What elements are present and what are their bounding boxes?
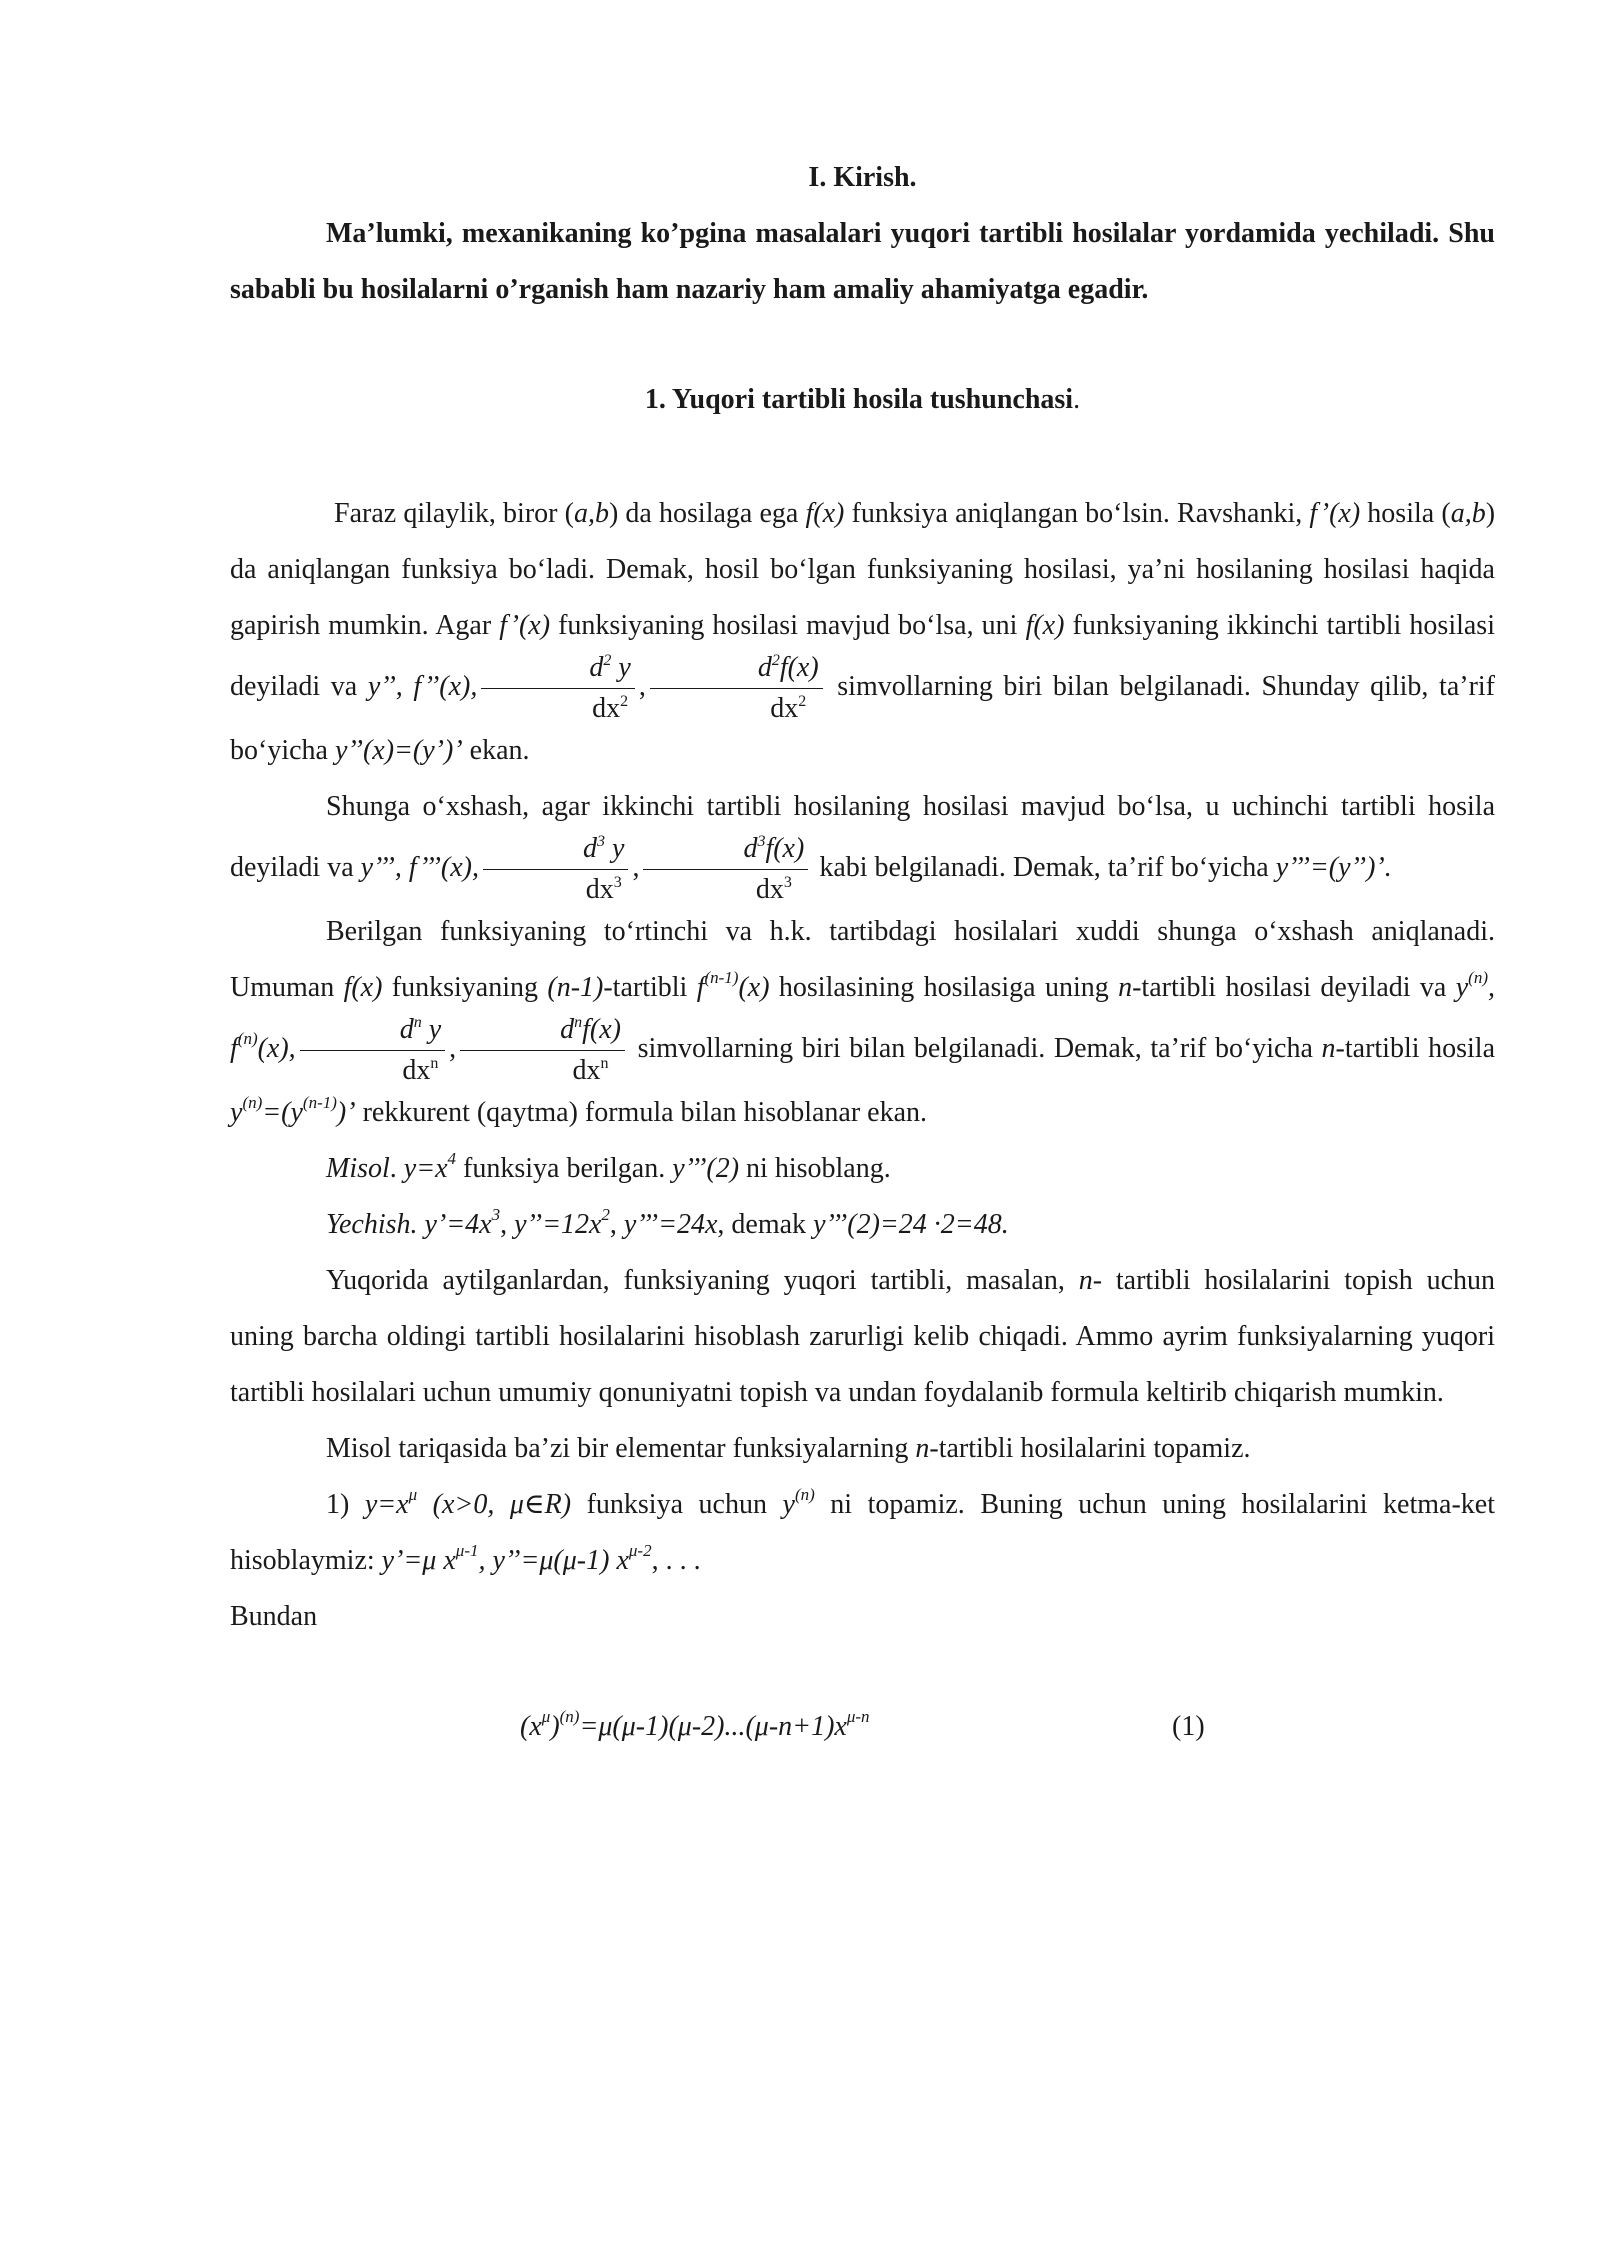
paragraph-definition-second: Faraz qilaylik, biror (a,b) da hosilaga ega f(x) funksiya aniqlangan bo‘lsin. Ravshanki, f’(x) hosila (a,b) da aniqlangan funksiya bo‘ladi. Demak, hosil bo‘lgan funksiyaning hosilasi, ya’ni hosilaning hosilasi haqida gapirish mumkin. Agar f’(x) funksiyaning hosilasi mavjud bo‘lsa, uni f(x) funksiyaning ikkinchi tartibli hosilasi deyiladi va y’’, f’’(x), $\frac{d^2 y}{dx^2}$ , $\frac{d^2f(x)}{dx^2}$ simvollarning biri bilan belgilanadi. Shunday qilib, ta’rif bo‘yicha y’’(x)=(y’)’ ekan. (230, 498, 1496, 766)
fraction-d2f-dx2: $\frac{d^2f(x)}{dx^2}$ (650, 654, 823, 723)
paragraph-definition-nth: Berilgan funksiyaning to‘rtinchi va h.k. tartibdagi hosilalari xuddi shunga o‘xshash aniqlanadi. Umuman f(x) funksiyaning (n-1)-tartibli $f^{(n-1)}(x)$ hosilasining hosilasiga uning n-tartibli hosilasi deyiladi va $y^{(n)}$, $f^{(n)}(x)$, $\frac{d^n y}{dx^n}$ , $\frac{d^nf(x)}{dx^n}$ simvollarning biri bilan belgilanadi. Demak, ta’rif bo‘yicha n-tartibli hosila $y^{(n)}=(y^{(n-1)})$’ rekkurent (qaytma) formula bilan hisoblanar ekan. (230, 916, 1496, 1128)
example-paragraph: Misol. $y=x^4$ funksiya berilgan. y’’’(2) ni hisoblang. (326, 1149, 891, 1184)
list-item-power-function: 1) $y=x^\mu$ (x>0, μ∈R) funksiya uchun $y^{(n)}$ ni topamiz. Buning uchun uning hosilalarini ketma-ket hisoblaymiz: y’=μ $x^{\mu-1}$, y’’=μ(μ-1) $x^{\mu-2}$, . . . (230, 1485, 1495, 1576)
paragraph-definition-third: Shunga o‘xshash, agar ikkinchi tartibli hosilaning hosilasi mavjud bo‘lsa, u uchinchi tartibli hosila deyiladi va y’’’, f’’’(x), $\frac{d^3 y}{dx^3}$ , $\frac{d^3f(x)}{dx^3}$ kabi belgilanadi. Demak, ta’rif bo‘yicha y’’’=(y’’)’. (230, 791, 1495, 905)
paragraph-examples-intro: Misol tariqasida ba’zi bir elementar funksiyalarning n-tartibli hosilalarini topamiz. (326, 1433, 1251, 1464)
fraction-d3y-dx3: $\frac{d^3 y}{dx^3}$ (483, 835, 628, 904)
fraction-dnf-dxn: $\frac{d^nf(x)}{dx^n}$ (460, 1016, 625, 1085)
equation-number: (1) (1172, 1711, 1205, 1742)
document-page (230, 150, 1495, 1759)
section-title: 1. Yuqori tartibli hosila tushunchasi. (644, 384, 1081, 415)
paragraph-general-pattern: Yuqorida aytilganlardan, funksiyaning yuqori tartibli, masalan, n- tartibli hosilalarini topish uchun uning barcha oldingi tartibli hosilalarini hisoblash zarurligi kelib chiqadi. Ammo ayrim funksiyalarning yuqori tartibli hosilalari uchun umumiy qonuniyatni topish va undan foydalanib formula keltirib chiqarish mumkin. (230, 1265, 1495, 1408)
fraction-dny-dxn: $\frac{d^n y}{dx^n}$ (300, 1016, 445, 1085)
intro-paragraph: Ma’lumki, mexanikaning ko’pgina masalalari yuqori tartibli hosilalar yordamida yechiladi. Shu sababli bu hosilalarni o’rganish ham nazariy ham amaliy ahamiyatga egadir. (230, 218, 1495, 305)
solution-paragraph: Yechish. $y’=4x^3$, $y’’=12x^2$, y’’’=24x, demak y’’’(2)=24 ·2=48. (326, 1205, 1009, 1240)
formula-1: $(x^\mu)^{(n)}=\mu(\mu-1)(\mu-2)...(\mu-n+1)x^{\mu-n}$ (520, 1707, 870, 1742)
fraction-d3f-dx3: $\frac{d^3f(x)}{dx^3}$ (643, 835, 808, 904)
intro-title: I. Kirish. (808, 162, 917, 193)
bundan-text: Bundan (230, 1601, 318, 1632)
formula-1-row (230, 1699, 1495, 1759)
fraction-d2y-dx2: $\frac{d^2 y}{dx^2}$ (481, 654, 634, 723)
